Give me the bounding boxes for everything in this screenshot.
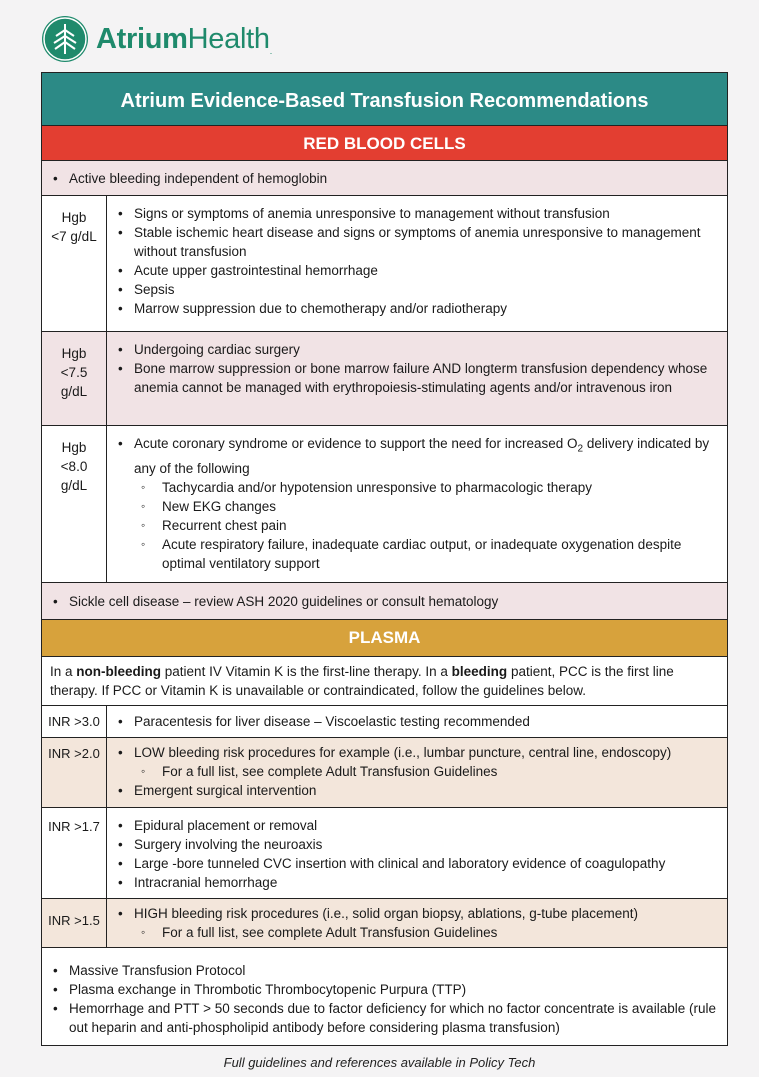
plasma-section-heading: PLASMA xyxy=(42,620,727,657)
rbc-row-hgb-7 xyxy=(42,196,727,332)
inr-threshold-label: INR >1.5 xyxy=(42,899,107,947)
footer-note: Full guidelines and references available in Policy Tech xyxy=(223,1055,536,1070)
plasma-row-inr-1-5 xyxy=(42,899,727,948)
plasma-criteria-list: • LOW bleeding risk procedures for example (i.e., lumbar puncture, central line, endoscopy) ◦ For a full list, see complete Adult Transfusion Guidelines • Emergent surgical intervention xyxy=(107,738,727,807)
hgb-threshold-label: Hgb <8.0 g/dL xyxy=(42,426,107,582)
plasma-criteria-list: • Paracentesis for liver disease – Viscoelastic testing recommended xyxy=(107,706,727,737)
plasma-criteria-list: • Epidural placement or removal • Surgery involving the neuroaxis • Large -bore tunneled CVC insertion with clinical and laboratory evidence of coagulopathy • Intracranial hemorrhage xyxy=(107,808,727,898)
inr-threshold-label: INR >1.7 xyxy=(42,808,107,898)
rbc-section-heading: RED BLOOD CELLS xyxy=(42,126,727,161)
plasma-bottom-list: • Massive Transfusion Protocol • Plasma exchange in Thrombotic Thrombocytopenic Purpura (TTP) • Hemorrhage and PTT > 50 seconds due to factor deficiency for which no factor concentrate is available (rule out heparin and anti-phospholipid antibody before considering plasma transfusion) xyxy=(42,948,727,1045)
brand-name: AtriumHealth. xyxy=(96,22,272,56)
rbc-criteria-list: • Acute coronary syndrome or evidence to support the need for increased $O_2$ delivery indicated by any of the following ◦ Tachycardia and/or hypotension unresponsive to pharmacologic therapy ◦ New EKG changes ◦ Recurrent chest pain ◦ Acute respiratory failure, inadequate cardiac output, or inadequate oxygenation despite optimal ventilatory support xyxy=(107,426,727,582)
plasma-row-inr-3-0 xyxy=(42,706,727,738)
rbc-criteria-list: • Signs or symptoms of anemia unresponsive to management without transfusion • Stable ischemic heart disease and signs or symptoms of anemia unresponsive to management without transfusion • Acute upper gastrointestinal hemorrhage • Sepsis • Marrow suppression due to chemotherapy and/or radiotherapy xyxy=(107,196,727,331)
transfusion-card xyxy=(41,72,728,1046)
atrium-leaf-logo-icon xyxy=(42,16,88,62)
rbc-top-note: • Active bleeding independent of hemoglobin xyxy=(42,161,727,196)
rbc-row-hgb-8 xyxy=(42,426,727,583)
plasma-row-inr-1-7 xyxy=(42,808,727,899)
plasma-intro: In a non-bleeding patient IV Vitamin K is the first-line therapy. In a bleeding patient, PCC is the first line therapy. If PCC or Vitamin K is unavailable or contraindicated, follow the guidelines below. xyxy=(42,657,727,706)
hgb-threshold-label: Hgb <7 g/dL xyxy=(42,196,107,331)
plasma-criteria-list: • HIGH bleeding risk procedures (i.e., solid organ biopsy, ablations, g-tube placement) ◦ For a full list, see complete Adult Transfusion Guidelines xyxy=(107,899,727,947)
hgb-threshold-label: Hgb <7.5 g/dL xyxy=(42,332,107,425)
rbc-criteria-list: • Undergoing cardiac surgery • Bone marrow suppression or bone marrow failure AND longterm transfusion dependency whose anemia cannot be managed with erythropoiesis-stimulating agents and/or intravenous iron xyxy=(107,332,727,425)
inr-threshold-label: INR >2.0 xyxy=(42,738,107,807)
rbc-bottom-note: • Sickle cell disease – review ASH 2020 guidelines or consult hematology xyxy=(42,583,727,620)
rbc-row-hgb-7-5 xyxy=(42,332,727,426)
inr-threshold-label: INR >3.0 xyxy=(42,706,107,737)
document-title: Atrium Evidence-Based Transfusion Recommendations xyxy=(42,73,727,126)
brand-header xyxy=(42,14,272,64)
plasma-row-inr-2-0 xyxy=(42,738,727,808)
